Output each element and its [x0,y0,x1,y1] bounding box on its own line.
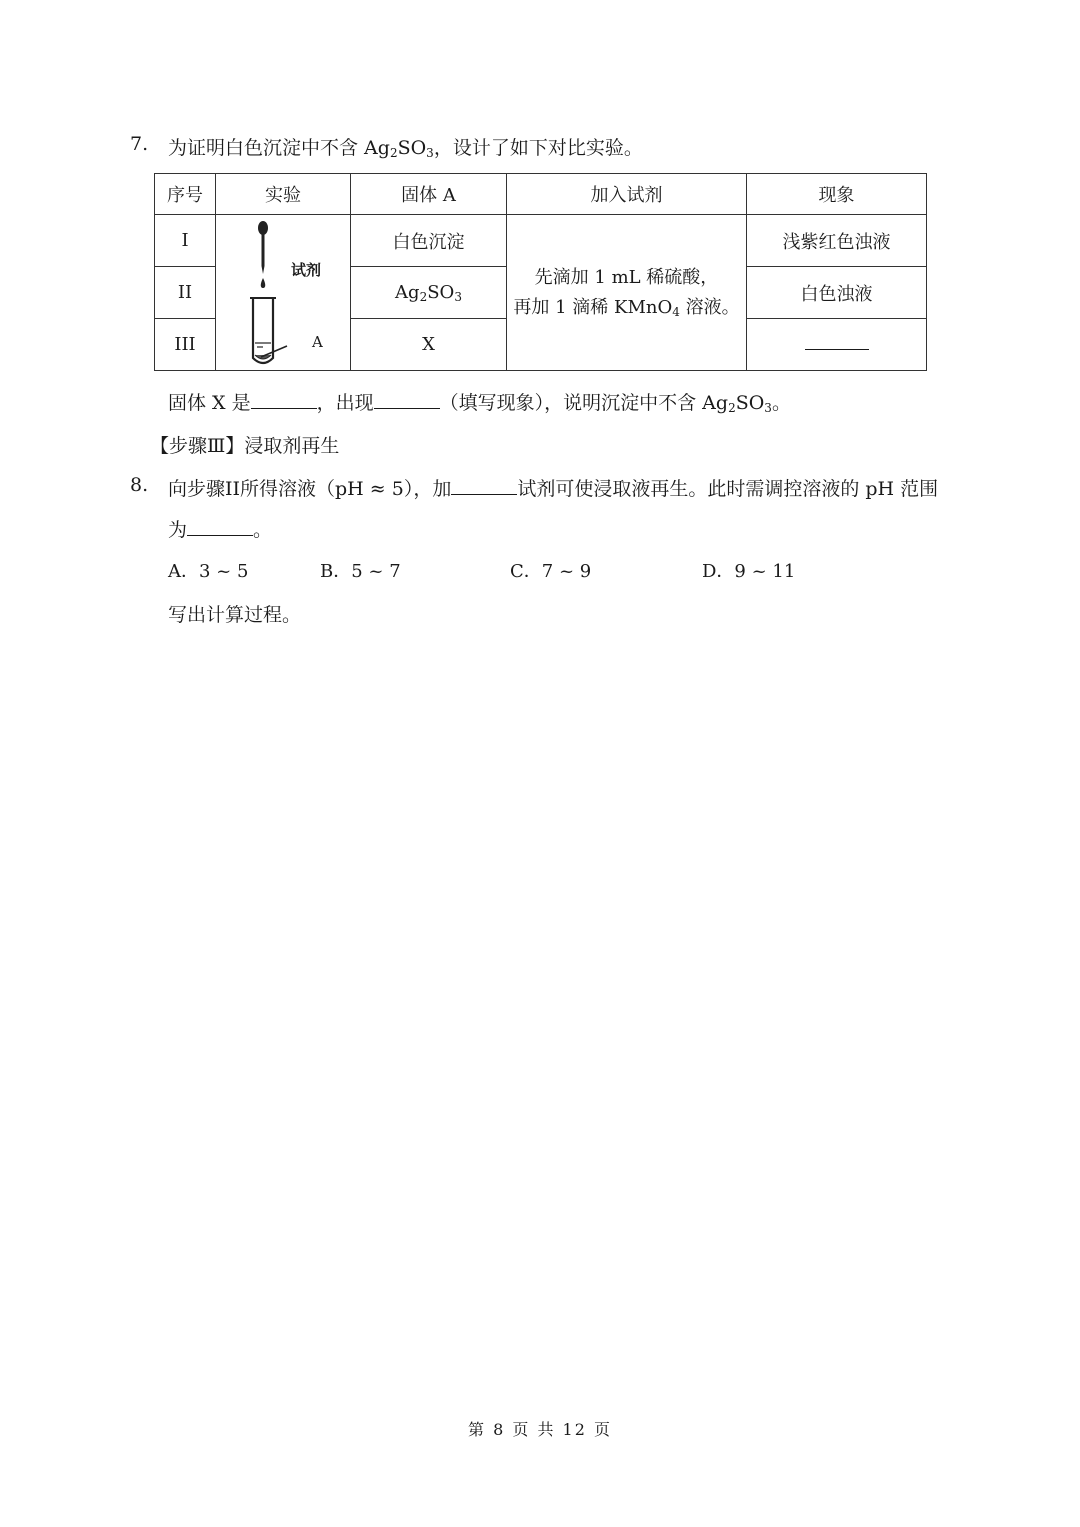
q7-answer-sub2: 3 [764,401,772,415]
header-phenomenon: 现象 [747,174,927,215]
q7-answer-part3: （填写现象），说明沉淀中不含 Ag [439,392,729,414]
q7-number: 7. [130,133,149,155]
figure-label-a: A [312,333,323,351]
reagent-line-2 [507,293,746,323]
row-id: I [155,215,216,267]
answer-blank[interactable] [374,392,440,409]
header-id: 序号 [155,174,216,215]
q7-answer-line [168,388,791,415]
option-a[interactable]: A．3 ~ 5 [168,561,249,582]
reagent-line-1: 先滴加 1 mL 稀硫酸， [534,266,719,288]
header-solid: 固体 A [351,174,507,215]
option-c[interactable]: C．7 ~ 9 [510,561,592,582]
answer-blank[interactable] [451,478,517,495]
q8-part1: 向步骤II所得溶液（pH ≈ 5），加 [168,478,452,500]
q7-answer-part2: ，出现 [316,392,374,414]
row-solid-sub2: 3 [454,290,462,304]
q7-answer-part4: SO [735,392,765,414]
q7-answer-sub1: 2 [728,401,736,415]
q7-text [168,133,643,160]
row-id: II [155,267,216,319]
q8-line2-post: 。 [253,519,273,541]
q7-text-pre: 为证明白色沉淀中不含 Ag [168,137,390,159]
step3-title: 【步骤Ⅲ】浸取剂再生 [150,435,340,457]
table-header-row [155,174,927,215]
row-solid: 白色沉淀 [351,215,507,267]
q7-answer-part5: 。 [771,392,791,414]
reagent-line-2-pre: 再加 1 滴稀 KMnO [513,296,673,318]
answer-blank[interactable] [251,392,317,409]
q7-sub: 2 [389,146,398,160]
answer-blank[interactable] [187,519,253,536]
table-row [155,215,927,267]
q8-line2-pre: 为 [168,519,188,541]
row-phenomenon-blank[interactable] [747,319,927,371]
q8-part2: 试剂可使浸取液再生。此时需调控溶液的 pH 范围 [517,478,939,500]
q7-sub2: 3 [426,146,434,160]
row-solid-mid: SO [427,282,455,303]
header-experiment: 实验 [216,174,351,215]
option-b[interactable]: B．5 ~ 7 [320,561,401,582]
reagent-cell [507,215,747,371]
q7-text-end: ，设计了如下对比实验。 [433,137,643,159]
q8-number: 8. [130,474,149,496]
q8-line2 [168,515,272,542]
experiment-table [154,173,927,371]
row-solid-pre: Ag [395,282,420,303]
row-solid-sub: 2 [419,290,428,304]
reagent-line-2-post: 溶液。 [679,296,740,318]
reagent-sub: 4 [672,304,680,319]
q7-answer-part1: 固体 X 是 [168,392,251,414]
q8-instruction: 写出计算过程。 [168,604,302,626]
page-footer: 第 8 页 共 12 页 [468,1420,612,1439]
answer-blank[interactable] [805,339,869,350]
apparatus-cell [216,215,351,371]
row-phenomenon: 白色浊液 [747,267,927,319]
figure-label-reagent: 试剂 [291,261,322,279]
header-reagent: 加入试剂 [507,174,747,215]
option-d[interactable]: D．9 ~ 11 [702,561,796,582]
row-phenomenon: 浅紫红色浊液 [747,215,927,267]
row-id: III [155,319,216,371]
row-solid [351,267,507,319]
row-solid: X [351,319,507,371]
q8-line1 [168,474,938,501]
q7-text-post: SO [397,137,427,159]
